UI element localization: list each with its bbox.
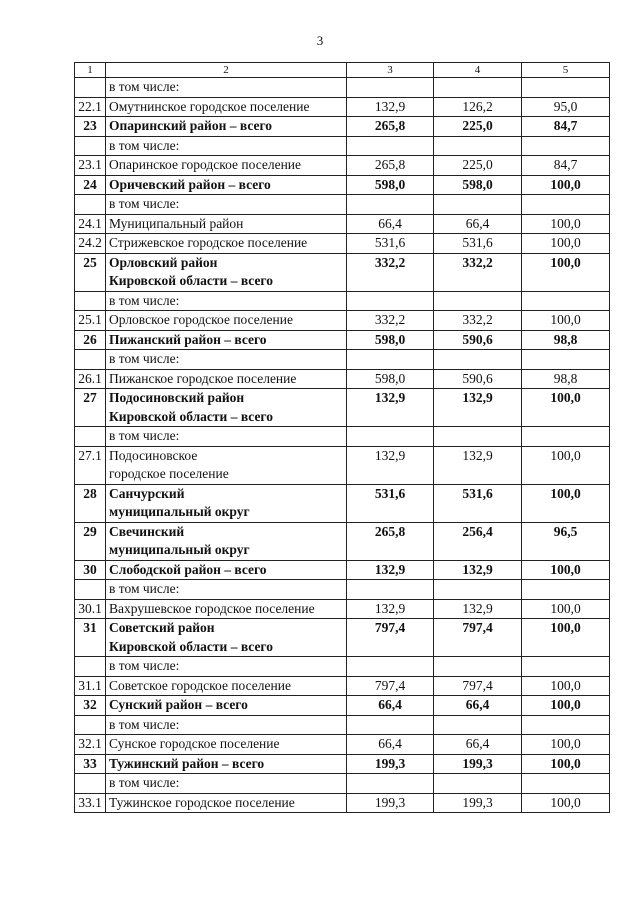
row-number-cell: 33.1 [75, 793, 106, 813]
row-name-line: Подосиновское [109, 447, 198, 463]
row-number-cell: 32 [75, 696, 106, 716]
column-4-value-cell: 590,6 [434, 330, 522, 350]
row-number-cell: 32.1 [75, 735, 106, 755]
table-row [75, 234, 610, 254]
row-name-cell [106, 427, 347, 447]
table-row [75, 136, 610, 156]
row-name-cell [106, 78, 347, 98]
row-number-cell: 28 [75, 484, 106, 522]
row-number-cell [75, 715, 106, 735]
column-4-value-cell [434, 195, 522, 215]
column-5-value-cell: 98,8 [522, 369, 610, 389]
row-number-cell: 24 [75, 175, 106, 195]
row-name-line: Свечинский [109, 523, 185, 539]
column-4-value-cell: 225,0 [434, 117, 522, 137]
table-row [75, 156, 610, 176]
row-name-line: в том числе: [109, 79, 180, 94]
column-5-value-cell: 100,0 [522, 389, 610, 427]
row-name-cell [106, 484, 347, 522]
row-name-cell [106, 253, 347, 291]
column-4-value-cell: 590,6 [434, 369, 522, 389]
column-3-value-cell: 598,0 [347, 369, 434, 389]
row-name-cell [106, 696, 347, 716]
column-5-value-cell: 100,0 [522, 599, 610, 619]
row-number-cell: 23.1 [75, 156, 106, 176]
table-row [75, 195, 610, 215]
row-name-line: в том числе: [109, 775, 180, 790]
row-name-line: Пижанское городское поселение [109, 370, 297, 386]
allocation-table [74, 62, 610, 813]
row-name-line: Муниципальный район [109, 215, 244, 231]
row-name-line: в том числе: [109, 716, 180, 732]
table-row [75, 117, 610, 137]
column-4-value-cell: 797,4 [434, 676, 522, 696]
column-5-value-cell: 100,0 [522, 619, 610, 657]
column-5-value-cell [522, 291, 610, 311]
column-4-value-cell: 199,3 [434, 754, 522, 774]
row-number-cell: 27.1 [75, 446, 106, 484]
row-name-cell [106, 350, 347, 370]
row-name-cell [106, 330, 347, 350]
column-4-value-cell: 225,0 [434, 156, 522, 176]
table-row [75, 522, 610, 560]
column-3-value-cell: 598,0 [347, 175, 434, 195]
column-3-value-cell [347, 350, 434, 370]
table-row [75, 214, 610, 234]
table-row [75, 484, 610, 522]
column-number-header-row [75, 63, 610, 78]
column-4-value-cell [434, 78, 522, 98]
row-name-cell [106, 676, 347, 696]
column-4-value-cell [434, 291, 522, 311]
column-5-value-cell [522, 657, 610, 677]
column-4-value-cell: 132,9 [434, 446, 522, 484]
table-row [75, 389, 610, 427]
column-5-value-cell: 100,0 [522, 311, 610, 331]
column-5-value-cell [522, 580, 610, 600]
column-3-value-cell [347, 774, 434, 794]
row-number-cell: 27 [75, 389, 106, 427]
table-row [75, 78, 610, 98]
column-5-value-cell [522, 774, 610, 794]
column-4-value-cell: 66,4 [434, 696, 522, 716]
row-name-line: Сунский район – всего [109, 697, 248, 712]
column-3-value-cell: 265,8 [347, 117, 434, 137]
table-row [75, 175, 610, 195]
column-4-value-cell [434, 136, 522, 156]
row-number-cell [75, 774, 106, 794]
row-name-line: Кировской области – всего [109, 408, 273, 424]
row-name-line: Тужинское городское поселение [109, 794, 295, 810]
column-3-value-cell: 531,6 [347, 234, 434, 254]
row-number-cell [75, 427, 106, 447]
column-5-value-cell: 100,0 [522, 484, 610, 522]
column-3-value-cell: 132,9 [347, 446, 434, 484]
column-4-value-cell: 126,2 [434, 97, 522, 117]
row-number-cell: 30 [75, 560, 106, 580]
row-name-line: в том числе: [109, 428, 180, 443]
table-row [75, 619, 610, 657]
column-3-value-cell: 132,9 [347, 560, 434, 580]
table-row [75, 311, 610, 331]
column-4-value-cell: 66,4 [434, 214, 522, 234]
column-4-value-cell: 797,4 [434, 619, 522, 657]
row-name-line: городское поселение [109, 466, 229, 481]
column-3-value-cell: 199,3 [347, 754, 434, 774]
row-number-cell: 26.1 [75, 369, 106, 389]
row-name-cell [106, 389, 347, 427]
column-5-value-cell: 100,0 [522, 253, 610, 291]
row-name-line: Тужинский район – всего [109, 755, 265, 771]
column-4-value-cell: 598,0 [434, 175, 522, 195]
column-3-value-cell: 797,4 [347, 619, 434, 657]
row-name-cell [106, 97, 347, 117]
column-5-value-cell [522, 427, 610, 447]
column-5-value-cell: 100,0 [522, 446, 610, 484]
row-number-cell [75, 350, 106, 370]
table-row [75, 657, 610, 677]
row-name-line: Вахрушевское городское поселение [109, 600, 315, 616]
table-row [75, 253, 610, 291]
column-3-value-cell: 66,4 [347, 735, 434, 755]
column-4-value-cell: 256,4 [434, 522, 522, 560]
header-cell: 2 [106, 63, 347, 78]
column-4-value-cell: 132,9 [434, 560, 522, 580]
column-4-value-cell: 199,3 [434, 793, 522, 813]
row-name-line: муниципальный округ [109, 504, 250, 519]
row-name-line: в том числе: [109, 581, 180, 596]
column-5-value-cell: 100,0 [522, 560, 610, 580]
table-row [75, 754, 610, 774]
row-name-cell [106, 560, 347, 580]
column-5-value-cell: 96,5 [522, 522, 610, 560]
table-row [75, 774, 610, 794]
row-name-line: Орловский район [109, 254, 218, 270]
column-3-value-cell [347, 195, 434, 215]
column-4-value-cell: 132,9 [434, 389, 522, 427]
column-3-value-cell [347, 78, 434, 98]
row-number-cell [75, 291, 106, 311]
column-3-value-cell: 199,3 [347, 793, 434, 813]
row-name-line: Сунское городское поселение [109, 736, 280, 751]
header-cell: 3 [347, 63, 434, 78]
row-name-cell [106, 117, 347, 137]
row-name-cell [106, 234, 347, 254]
row-name-line: Советское городское поселение [109, 677, 291, 693]
row-name-line: Стрижевское городское поселение [109, 235, 308, 250]
column-5-value-cell [522, 78, 610, 98]
table-row [75, 599, 610, 619]
column-3-value-cell: 132,9 [347, 599, 434, 619]
column-3-value-cell: 332,2 [347, 311, 434, 331]
page-number: 3 [316, 33, 324, 48]
table-row [75, 793, 610, 813]
table-row [75, 560, 610, 580]
row-name-line: Опаринский район – всего [109, 118, 273, 133]
column-4-value-cell: 531,6 [434, 234, 522, 254]
row-name-line: в том числе: [109, 292, 180, 308]
column-4-value-cell: 332,2 [434, 253, 522, 291]
column-4-value-cell [434, 580, 522, 600]
row-name-cell [106, 774, 347, 794]
row-name-line: в том числе: [109, 196, 180, 211]
column-3-value-cell: 265,8 [347, 522, 434, 560]
row-number-cell: 33 [75, 754, 106, 774]
row-number-cell [75, 657, 106, 677]
column-4-value-cell: 132,9 [434, 599, 522, 619]
row-number-cell: 26 [75, 330, 106, 350]
table-row [75, 427, 610, 447]
column-3-value-cell: 797,4 [347, 676, 434, 696]
row-name-line: Омутнинское городское поселение [109, 98, 310, 114]
table-row [75, 676, 610, 696]
column-3-value-cell: 598,0 [347, 330, 434, 350]
column-5-value-cell: 100,0 [522, 676, 610, 696]
row-name-line: Пижанский район – всего [109, 331, 267, 347]
row-name-cell [106, 599, 347, 619]
column-5-value-cell: 100,0 [522, 696, 610, 716]
row-number-cell [75, 136, 106, 156]
column-3-value-cell [347, 657, 434, 677]
row-name-line: Кировской области – всего [109, 638, 273, 654]
column-5-value-cell: 100,0 [522, 735, 610, 755]
column-5-value-cell: 84,7 [522, 117, 610, 137]
column-4-value-cell [434, 350, 522, 370]
row-name-cell [106, 619, 347, 657]
header-cell: 1 [75, 63, 106, 78]
column-3-value-cell: 265,8 [347, 156, 434, 176]
column-5-value-cell: 98,8 [522, 330, 610, 350]
row-name-cell [106, 214, 347, 234]
row-name-cell [106, 735, 347, 755]
row-name-cell [106, 754, 347, 774]
table-row [75, 580, 610, 600]
column-3-value-cell [347, 715, 434, 735]
column-5-value-cell: 100,0 [522, 754, 610, 774]
column-3-value-cell: 132,9 [347, 389, 434, 427]
column-3-value-cell: 132,9 [347, 97, 434, 117]
row-name-line: в том числе: [109, 351, 180, 366]
row-name-cell [106, 156, 347, 176]
table-row [75, 735, 610, 755]
header-cell: 5 [522, 63, 610, 78]
column-4-value-cell: 66,4 [434, 735, 522, 755]
column-3-value-cell: 66,4 [347, 214, 434, 234]
column-3-value-cell: 66,4 [347, 696, 434, 716]
row-name-line: Слободской район – всего [109, 561, 267, 577]
column-4-value-cell: 332,2 [434, 311, 522, 331]
table-row [75, 97, 610, 117]
table-row [75, 696, 610, 716]
header-cell: 4 [434, 63, 522, 78]
row-name-cell [106, 291, 347, 311]
row-number-cell: 25.1 [75, 311, 106, 331]
column-5-value-cell: 100,0 [522, 234, 610, 254]
column-5-value-cell [522, 350, 610, 370]
column-3-value-cell: 332,2 [347, 253, 434, 291]
row-name-cell [106, 136, 347, 156]
table-row [75, 715, 610, 735]
row-number-cell: 25 [75, 253, 106, 291]
column-3-value-cell [347, 580, 434, 600]
column-4-value-cell [434, 715, 522, 735]
row-name-line: Орловское городское поселение [109, 312, 293, 327]
column-3-value-cell [347, 427, 434, 447]
table-row [75, 350, 610, 370]
column-3-value-cell [347, 291, 434, 311]
row-name-cell [106, 195, 347, 215]
row-name-cell [106, 715, 347, 735]
row-number-cell: 24.1 [75, 214, 106, 234]
row-number-cell: 29 [75, 522, 106, 560]
column-4-value-cell [434, 774, 522, 794]
row-name-cell [106, 369, 347, 389]
column-5-value-cell [522, 715, 610, 735]
row-number-cell [75, 195, 106, 215]
row-name-line: Советский район [109, 620, 215, 635]
row-number-cell: 30.1 [75, 599, 106, 619]
table-row [75, 369, 610, 389]
column-4-value-cell: 531,6 [434, 484, 522, 522]
column-5-value-cell: 100,0 [522, 175, 610, 195]
row-name-line: Опаринское городское поселение [109, 157, 302, 172]
row-name-cell [106, 311, 347, 331]
row-number-cell [75, 78, 106, 98]
row-number-cell: 22.1 [75, 97, 106, 117]
row-name-cell [106, 657, 347, 677]
column-5-value-cell: 84,7 [522, 156, 610, 176]
row-number-cell: 31.1 [75, 676, 106, 696]
table-row [75, 330, 610, 350]
row-name-cell [106, 446, 347, 484]
row-name-line: Оричевский район – всего [109, 176, 271, 192]
row-number-cell: 31 [75, 619, 106, 657]
row-name-cell [106, 522, 347, 560]
column-5-value-cell: 100,0 [522, 214, 610, 234]
column-5-value-cell [522, 195, 610, 215]
row-number-cell: 23 [75, 117, 106, 137]
column-3-value-cell [347, 136, 434, 156]
column-4-value-cell [434, 657, 522, 677]
row-name-cell [106, 175, 347, 195]
column-5-value-cell [522, 136, 610, 156]
row-name-line: Санчурский [109, 485, 185, 501]
column-3-value-cell: 531,6 [347, 484, 434, 522]
row-name-line: в том числе: [109, 137, 180, 153]
column-5-value-cell: 100,0 [522, 793, 610, 813]
row-name-cell [106, 793, 347, 813]
column-5-value-cell: 95,0 [522, 97, 610, 117]
row-name-line: в том числе: [109, 658, 180, 673]
column-4-value-cell [434, 427, 522, 447]
row-name-line: Кировской области – всего [109, 273, 273, 288]
table-row [75, 446, 610, 484]
row-number-cell [75, 580, 106, 600]
row-number-cell: 24.2 [75, 234, 106, 254]
row-name-line: муниципальный округ [109, 542, 250, 557]
row-name-cell [106, 580, 347, 600]
row-name-line: Подосиновский район [109, 390, 245, 405]
table-row [75, 291, 610, 311]
